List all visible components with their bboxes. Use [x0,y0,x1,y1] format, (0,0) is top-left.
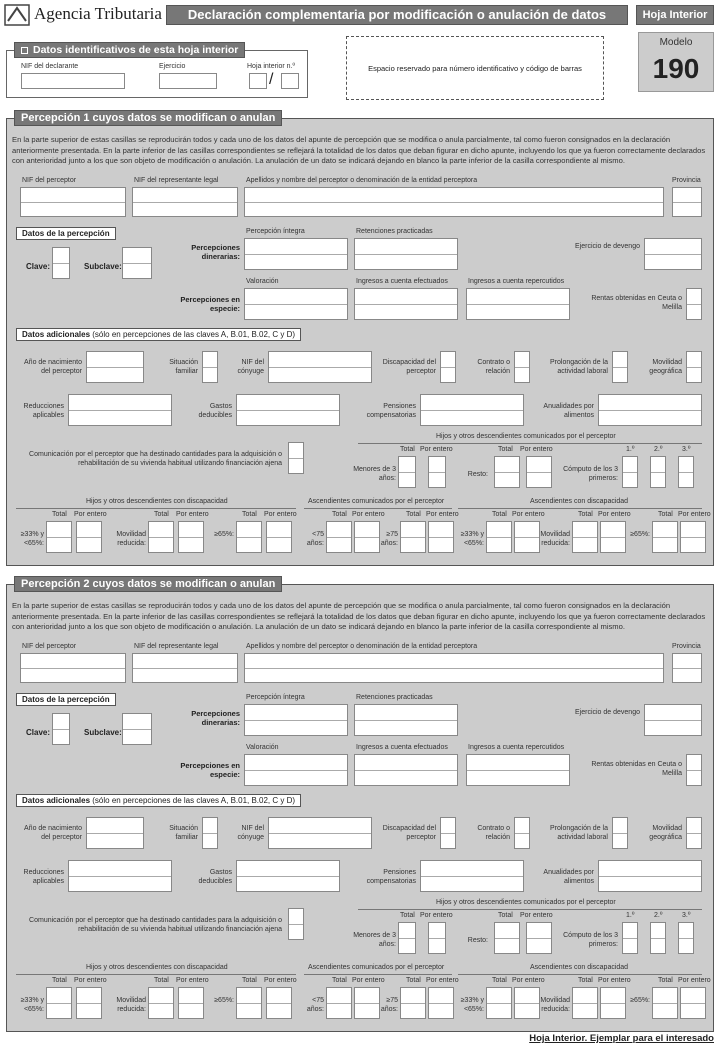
s2-hijos-d33-total-label: Total [52,977,67,984]
s2-pensiones-label: Pensiones compensatorias [366,869,416,885]
modelo-label: Modelo [659,37,693,48]
s2-nif-conyuge-input[interactable] [268,817,372,849]
ejercicio-input[interactable] [159,73,217,89]
s1-asc-movred-por-entero-label: Por entero [598,511,631,518]
s2-ejercicio-devengo-input[interactable] [644,704,702,736]
s1-contrato-label: Contrato o relación [477,359,510,375]
form-title: Declaración complementaria por modificación o anulación de datos [166,5,628,25]
barcode-area: Espacio reservado para número identificativo y código de barras [346,36,604,100]
s1-hijos-d33-total-input[interactable] [46,521,72,553]
s1-ingresos-efectuados-label: Ingresos a cuenta efectuados [356,278,448,285]
s2-computo-1-label: 1.º [626,912,635,919]
s1-nif-rep-input[interactable] [132,187,238,217]
s1-provincia-label: Provincia [672,177,701,184]
s2-ingresos-efectuados-label: Ingresos a cuenta efectuados [356,744,448,751]
s1-nif-conyuge-label: NIF del cónyuge [237,359,264,375]
s2-asc-m75-label: <75 años: [306,997,324,1013]
s2-computo-2-label: 2.º [654,912,663,919]
s2-rentas-ceuta-input[interactable] [686,754,702,786]
s1-pensiones-label: Pensiones compensatorias [366,403,416,419]
s2-ano-nac-label: Año de nacimiento del perceptor [24,825,82,841]
s1-ano-nac-label: Año de nacimiento del perceptor [24,359,82,375]
s1-subclave-label: Subclave: [84,262,122,271]
s1-asc-g75-total-label: Total [406,511,421,518]
s1-ingresos-repercutidos-input[interactable] [466,288,570,320]
s1-hijos-divider [358,443,702,444]
s2-hijos-d65-por-entero-input[interactable] [266,987,292,1019]
s1-asc-movred-label: Movilidad reducida: [540,531,570,547]
s2-resto-total-label: Total [498,912,513,919]
slash-separator: / [269,71,274,88]
s1-discapacidad-input[interactable] [440,351,456,383]
hoja-interior-badge: Hoja Interior [636,5,714,25]
s1-hijos-disc-label: Hijos y otros descendientes con discapacidad [86,498,228,505]
s2-reducciones-input[interactable] [68,860,172,892]
s1-anualidades-input[interactable] [598,394,702,426]
s2-pensiones-input[interactable] [420,860,524,892]
s2-computo-3-input[interactable] [678,922,694,954]
s2-subclave-input[interactable] [122,713,152,745]
s2-asc-d65-por-entero-label: Por entero [678,977,711,984]
s1-asc-d65-por-entero-label: Por entero [678,511,711,518]
modelo-number: 190 [652,53,700,84]
s2-discapacidad-label: Discapacidad del perceptor [382,825,436,841]
s1-hijos-label: Hijos y otros descendientes comunicados por el perceptor [436,433,616,440]
s2-hijos-disc-label: Hijos y otros descendientes con discapacidad [86,964,228,971]
s2-asc-movred-label: Movilidad reducida: [540,997,570,1013]
s1-datos-percepcion-title: Datos de la percepción [16,227,116,240]
s2-hijos-movred-total-input[interactable] [148,987,174,1019]
s1-prolongacion-input[interactable] [612,351,628,383]
s2-asc-d65-label: ≥65%: [630,997,650,1004]
s2-menores-por-entero-input[interactable] [428,922,446,954]
s2-hijos-d33-por-entero-label: Por entero [74,977,107,984]
s2-rentas-ceuta-label: Rentas obtenidas en Ceuta o Melilla [591,761,682,777]
s2-subclave-label: Subclave: [84,728,122,737]
s1-hijos-d65-total-input[interactable] [236,521,262,553]
s1-anualidades-label: Anualidades por alimentos [543,403,594,419]
s1-ingresos-efectuados-input[interactable] [354,288,458,320]
s2-ano-nac-input[interactable] [86,817,144,849]
s1-menores-por-entero-label: Por entero [420,446,453,453]
s2-nif-conyuge-label: NIF del cónyuge [237,825,264,841]
s1-comunicacion-label: Comunicación por el perceptor que ha destinado cantidades para la adquisición o rehabilitación de su vivienda habitual utilizando financiación ajena [29,451,282,467]
s2-movilidad-input[interactable] [686,817,702,849]
s2-asc-movred-por-entero-label: Por entero [598,977,631,984]
s2-datos-adicionales-title [16,794,301,807]
s1-hijos-d65-label: ≥65%: [214,531,234,538]
hoja-n-input-2[interactable] [281,73,299,89]
s1-hijos-d33-por-entero-input[interactable] [76,521,102,553]
s1-hijos-disc-divider [16,508,296,509]
s2-apellidos-label: Apellidos y nombre del perceptor o denominación de la entidad perceptora [246,643,478,650]
s2-asc-d65-total-label: Total [658,977,673,984]
s2-asc-d33-por-entero-label: Por entero [512,977,545,984]
hoja-n-input-1[interactable] [249,73,267,89]
s2-intro-text: En la parte superior de estas casillas se reproducirán todos y cada uno de los datos del apunte de percepción que se modifica o anula parcialmente, tal como fueron consignados en la declaración anteriormente presentada. En la parte inferior de las casillas correspondientes se reflejará la totalidad de los datos que deban figurar en dicho apunte, incluyendo los que ya fueron correctamente declarados con anterioridad junto a los que son objeto de modificación o anulación. La anulación de un dato se indicará dejando en blanco la parte inferior de la casilla correspondiente al mismo. [12,601,706,631]
s2-asc-d33-label: ≥33% y <65%: [460,997,484,1013]
s2-hijos-movred-total-label: Total [154,977,169,984]
s1-ejercicio-devengo-label: Ejercicio de devengo [575,243,640,250]
s2-valoracion-label: Valoración [246,744,279,751]
s1-asc-label: Ascendientes comunicados por el perceptor [308,498,445,505]
s1-computo-1-input[interactable] [622,456,638,488]
s1-asc-g75-por-entero-label: Por entero [426,511,459,518]
s1-perc-dinerarias-label: Percepciones dinerarias: [191,243,240,261]
s2-resto-por-entero-input[interactable] [526,922,552,954]
s2-ingresos-repercutidos-label: Ingresos a cuenta repercutidos [468,744,565,751]
s2-hijos-movred-por-entero-input[interactable] [178,987,204,1019]
s1-retenciones-input[interactable] [354,238,458,270]
s2-asc-g75-por-entero-label: Por entero [426,977,459,984]
s2-asc-d65-total-input[interactable] [652,987,678,1019]
s1-hijos-d65-total-label: Total [242,511,257,518]
s1-nif-perceptor-input[interactable] [20,187,126,217]
s2-computo-3-label: 3.º [682,912,691,919]
s2-perc-integra-input[interactable] [244,704,348,736]
s2-asc-d33-total-label: Total [492,977,507,984]
ejercicio-label: Ejercicio [159,63,186,70]
s1-ingresos-repercutidos-label: Ingresos a cuenta repercutidos [468,278,565,285]
square-icon [21,47,28,54]
s1-resto-por-entero-input[interactable] [526,456,552,488]
s2-anualidades-label: Anualidades por alimentos [543,869,594,885]
nif-declarante-label: NIF del declarante [21,63,79,70]
s2-situacion-input[interactable] [202,817,218,849]
s2-resto-por-entero-label: Por entero [520,912,553,919]
s1-asc-m75-por-entero-label: Por entero [352,511,385,518]
s1-clave-label: Clave: [26,262,51,271]
s2-hijos-disc-divider [16,974,296,975]
s1-resto-label: Resto: [467,471,488,478]
s2-nif-rep-label: NIF del representante legal [134,643,219,650]
s1-asc-movred-total-input[interactable] [572,521,598,553]
s2-resto-label: Resto: [467,937,488,944]
s2-asc-d65-por-entero-input[interactable] [680,987,706,1019]
s2-asc-g75-total-input[interactable] [400,987,426,1019]
s2-asc-g75-label: ≥75 años: [380,997,398,1013]
s2-prolongacion-input[interactable] [612,817,628,849]
s2-hijos-divider [358,909,702,910]
s2-resto-total-input[interactable] [494,922,520,954]
s2-asc-disc-divider [458,974,702,975]
s1-asc-movred-total-label: Total [578,511,593,518]
footer-text: Hoja Interior. Ejemplar para el interesado [529,1033,714,1044]
s2-provincia-input[interactable] [672,653,702,683]
s1-hijos-d65-por-entero-label: Por entero [264,511,297,518]
s1-computo-label: Cómputo de los 3 primeros: [563,466,618,482]
s2-situacion-label: Situación familiar [169,825,198,841]
s2-comunicacion-label: Comunicación por el perceptor que ha destinado cantidades para la adquisición o rehabilitación de su vivienda habitual utilizando financiación ajena [29,917,282,933]
s2-clave-input[interactable] [52,713,70,745]
s1-rentas-ceuta-input[interactable] [686,288,702,320]
s2-movilidad-label: Movilidad geográfica [649,825,682,841]
s2-perc-especie-label: Percepciones en especie: [180,761,240,779]
s1-asc-m75-total-input[interactable] [326,521,352,553]
s2-valoracion-input[interactable] [244,754,348,786]
s1-asc-movred-por-entero-input[interactable] [600,521,626,553]
s1-nif-conyuge-input[interactable] [268,351,372,383]
s2-hijos-d33-total-input[interactable] [46,987,72,1019]
s2-asc-m75-total-label: Total [332,977,347,984]
s1-asc-divider [304,508,452,509]
s1-hijos-movred-label: Movilidad reducida: [116,531,146,547]
s1-resto-total-label: Total [498,446,513,453]
s2-hijos-label: Hijos y otros descendientes comunicados por el perceptor [436,899,616,906]
hoja-n-label: Hoja interior n.º [247,63,296,70]
s2-ingresos-repercutidos-input[interactable] [466,754,570,786]
s2-perc-dinerarias-label: Percepciones dinerarias: [191,709,240,727]
s1-movilidad-input[interactable] [686,351,702,383]
s1-reducciones-input[interactable] [68,394,172,426]
s1-computo-3-input[interactable] [678,456,694,488]
s1-intro-text: En la parte superior de estas casillas se reproducirán todos y cada uno de los datos del apunte de percepción que se modifica o anula parcialmente, tal como fueron consignados en la declaración anteriormente presentada. En la parte inferior de las casillas correspondientes se reflejará la totalidad de los datos que deban figurar en dicho apunte, incluyendo los que ya fueron correctamente declarados con anterioridad junto a los que son objeto de modificación o anulación. La anulación de un dato se indicará dejando en blanco la parte inferior de la casilla correspondiente al mismo. [12,135,706,165]
s1-asc-g75-label: ≥75 años: [380,531,398,547]
s1-reducciones-label: Reducciones aplicables [23,403,64,419]
s2-asc-label: Ascendientes comunicados por el perceptor [308,964,445,971]
s2-menores-por-entero-label: Por entero [420,912,453,919]
s1-prolongacion-label: Prolongación de la actividad laboral [550,359,608,375]
s1-rentas-ceuta-label: Rentas obtenidas en Ceuta o Melilla [591,295,682,311]
s1-asc-disc-label: Ascendientes con discapacidad [530,498,629,505]
s1-menores-por-entero-input[interactable] [428,456,446,488]
s1-discapacidad-label: Discapacidad del perceptor [382,359,436,375]
s1-asc-d65-label: ≥65%: [630,531,650,538]
s1-computo-2-label: 2.º [654,446,663,453]
s1-apellidos-input[interactable] [244,187,664,217]
s1-computo-2-input[interactable] [650,456,666,488]
s1-clave-input[interactable] [52,247,70,279]
s1-asc-m75-total-label: Total [332,511,347,518]
modelo-box [638,32,714,92]
s2-asc-m75-total-input[interactable] [326,987,352,1019]
s2-asc-divider [304,974,452,975]
s2-nif-perceptor-label: NIF del perceptor [22,643,77,650]
s2-asc-movred-total-input[interactable] [572,987,598,1019]
s2-anualidades-input[interactable] [598,860,702,892]
s2-computo-1-input[interactable] [622,922,638,954]
s2-retenciones-input[interactable] [354,704,458,736]
s2-hijos-d33-por-entero-input[interactable] [76,987,102,1019]
s1-ejercicio-devengo-input[interactable] [644,238,702,270]
s2-retenciones-label: Retenciones practicadas [356,694,433,701]
s1-nif-rep-label: NIF del representante legal [134,177,219,184]
s2-datos-percepcion-title: Datos de la percepción [16,693,116,706]
s2-asc-disc-label: Ascendientes con discapacidad [530,964,629,971]
s2-perc-integra-label: Percepción íntegra [246,694,305,701]
s2-asc-g75-por-entero-input[interactable] [428,987,454,1019]
s2-asc-movred-total-label: Total [578,977,593,984]
s2-nif-perceptor-input[interactable] [20,653,126,683]
s2-asc-m75-por-entero-label: Por entero [352,977,385,984]
s2-nif-rep-input[interactable] [132,653,238,683]
s2-ingresos-efectuados-input[interactable] [354,754,458,786]
s2-ejercicio-devengo-label: Ejercicio de devengo [575,709,640,716]
s2-menores-total-input[interactable] [398,922,416,954]
s1-subclave-input[interactable] [122,247,152,279]
s1-contrato-input[interactable] [514,351,530,383]
s1-hijos-movred-por-entero-input[interactable] [178,521,204,553]
s2-hijos-movred-label: Movilidad reducida: [116,997,146,1013]
s1-asc-g75-total-input[interactable] [400,521,426,553]
agencia-logo-text: Agencia Tributaria [34,4,162,23]
s2-hijos-d65-por-entero-label: Por entero [264,977,297,984]
s2-hijos-d65-total-input[interactable] [236,987,262,1019]
s1-asc-d65-total-input[interactable] [652,521,678,553]
s1-hijos-movred-total-label: Total [154,511,169,518]
s2-datos-adicionales-heading: Datos adicionales [22,796,91,805]
s2-gastos-input[interactable] [236,860,340,892]
nif-declarante-input[interactable] [21,73,125,89]
s2-hijos-d65-total-label: Total [242,977,257,984]
agencia-logo-icon [4,4,30,26]
s1-ano-nac-input[interactable] [86,351,144,383]
s2-contrato-input[interactable] [514,817,530,849]
s1-hijos-d33-label: ≥33% y <65%: [20,531,44,547]
s1-nif-perceptor-label: NIF del perceptor [22,177,77,184]
s1-gastos-label: Gastos deducibles [198,403,232,419]
s1-situacion-input[interactable] [202,351,218,383]
s1-movilidad-label: Movilidad geográfica [649,359,682,375]
s1-hijos-d33-por-entero-label: Por entero [74,511,107,518]
datos-id-title [14,42,245,58]
s2-datos-adicionales-note: (sólo en percepciones de las claves A, B.01, B.02, C y D) [92,796,296,805]
s2-prolongacion-label: Prolongación de la actividad laboral [550,825,608,841]
s2-asc-movred-por-entero-input[interactable] [600,987,626,1019]
datos-id-title-text: Datos identificativos de esta hoja interior [33,44,239,56]
s1-retenciones-label: Retenciones practicadas [356,228,433,235]
s1-menores-total-label: Total [400,446,415,453]
s1-datos-adicionales-note: (sólo en percepciones de las claves A, B.01, B.02, C y D) [92,330,296,339]
s1-hijos-d33-total-label: Total [52,511,67,518]
s1-asc-d33-label: ≥33% y <65%: [460,531,484,547]
s2-menores3-label: Menores de 3 años: [353,932,396,948]
s1-hijos-d65-por-entero-input[interactable] [266,521,292,553]
s1-asc-d33-por-entero-label: Por entero [512,511,545,518]
s1-datos-adicionales-heading: Datos adicionales [22,330,91,339]
s1-asc-m75-label: <75 años: [306,531,324,547]
s1-perc-integra-label: Percepción íntegra [246,228,305,235]
s1-computo-3-label: 3.º [682,446,691,453]
s1-asc-d33-total-label: Total [492,511,507,518]
s2-clave-label: Clave: [26,728,51,737]
s1-perc-integra-input[interactable] [244,238,348,270]
s2-comunicacion-input[interactable] [288,908,304,940]
s2-contrato-label: Contrato o relación [477,825,510,841]
s2-provincia-label: Provincia [672,643,701,650]
s1-asc-d33-total-input[interactable] [486,521,512,553]
s2-section-title: Percepción 2 cuyos datos se modifican o anulan [14,576,282,592]
s2-hijos-movred-por-entero-label: Por entero [176,977,209,984]
s1-datos-adicionales-title [16,328,301,341]
s2-gastos-label: Gastos deducibles [198,869,232,885]
s1-valoracion-input[interactable] [244,288,348,320]
s1-menores3-label: Menores de 3 años: [353,466,396,482]
s1-asc-d65-total-label: Total [658,511,673,518]
s1-menores-total-input[interactable] [398,456,416,488]
s2-apellidos-input[interactable] [244,653,664,683]
s1-provincia-input[interactable] [672,187,702,217]
s2-hijos-d65-label: ≥65%: [214,997,234,1004]
s1-perc-especie-label: Percepciones en especie: [180,295,240,313]
s1-resto-por-entero-label: Por entero [520,446,553,453]
s1-computo-1-label: 1.º [626,446,635,453]
s1-situacion-label: Situación familiar [169,359,198,375]
s2-discapacidad-input[interactable] [440,817,456,849]
s1-gastos-input[interactable] [236,394,340,426]
s2-hijos-d33-label: ≥33% y <65%: [20,997,44,1013]
s1-hijos-movred-total-input[interactable] [148,521,174,553]
s1-comunicacion-input[interactable] [288,442,304,474]
s1-asc-g75-por-entero-input[interactable] [428,521,454,553]
s1-hijos-movred-por-entero-label: Por entero [176,511,209,518]
s1-pensiones-input[interactable] [420,394,524,426]
s1-section-title: Percepción 1 cuyos datos se modifican o anulan [14,110,282,126]
s2-computo-label: Cómputo de los 3 primeros: [563,932,618,948]
s1-resto-total-input[interactable] [494,456,520,488]
s1-asc-d65-por-entero-input[interactable] [680,521,706,553]
s2-asc-g75-total-label: Total [406,977,421,984]
s2-menores-total-label: Total [400,912,415,919]
s1-apellidos-label: Apellidos y nombre del perceptor o denominación de la entidad perceptora [246,177,478,184]
s1-asc-disc-divider [458,508,702,509]
s2-asc-d33-total-input[interactable] [486,987,512,1019]
s2-reducciones-label: Reducciones aplicables [23,869,64,885]
s1-valoracion-label: Valoración [246,278,279,285]
s2-computo-2-input[interactable] [650,922,666,954]
